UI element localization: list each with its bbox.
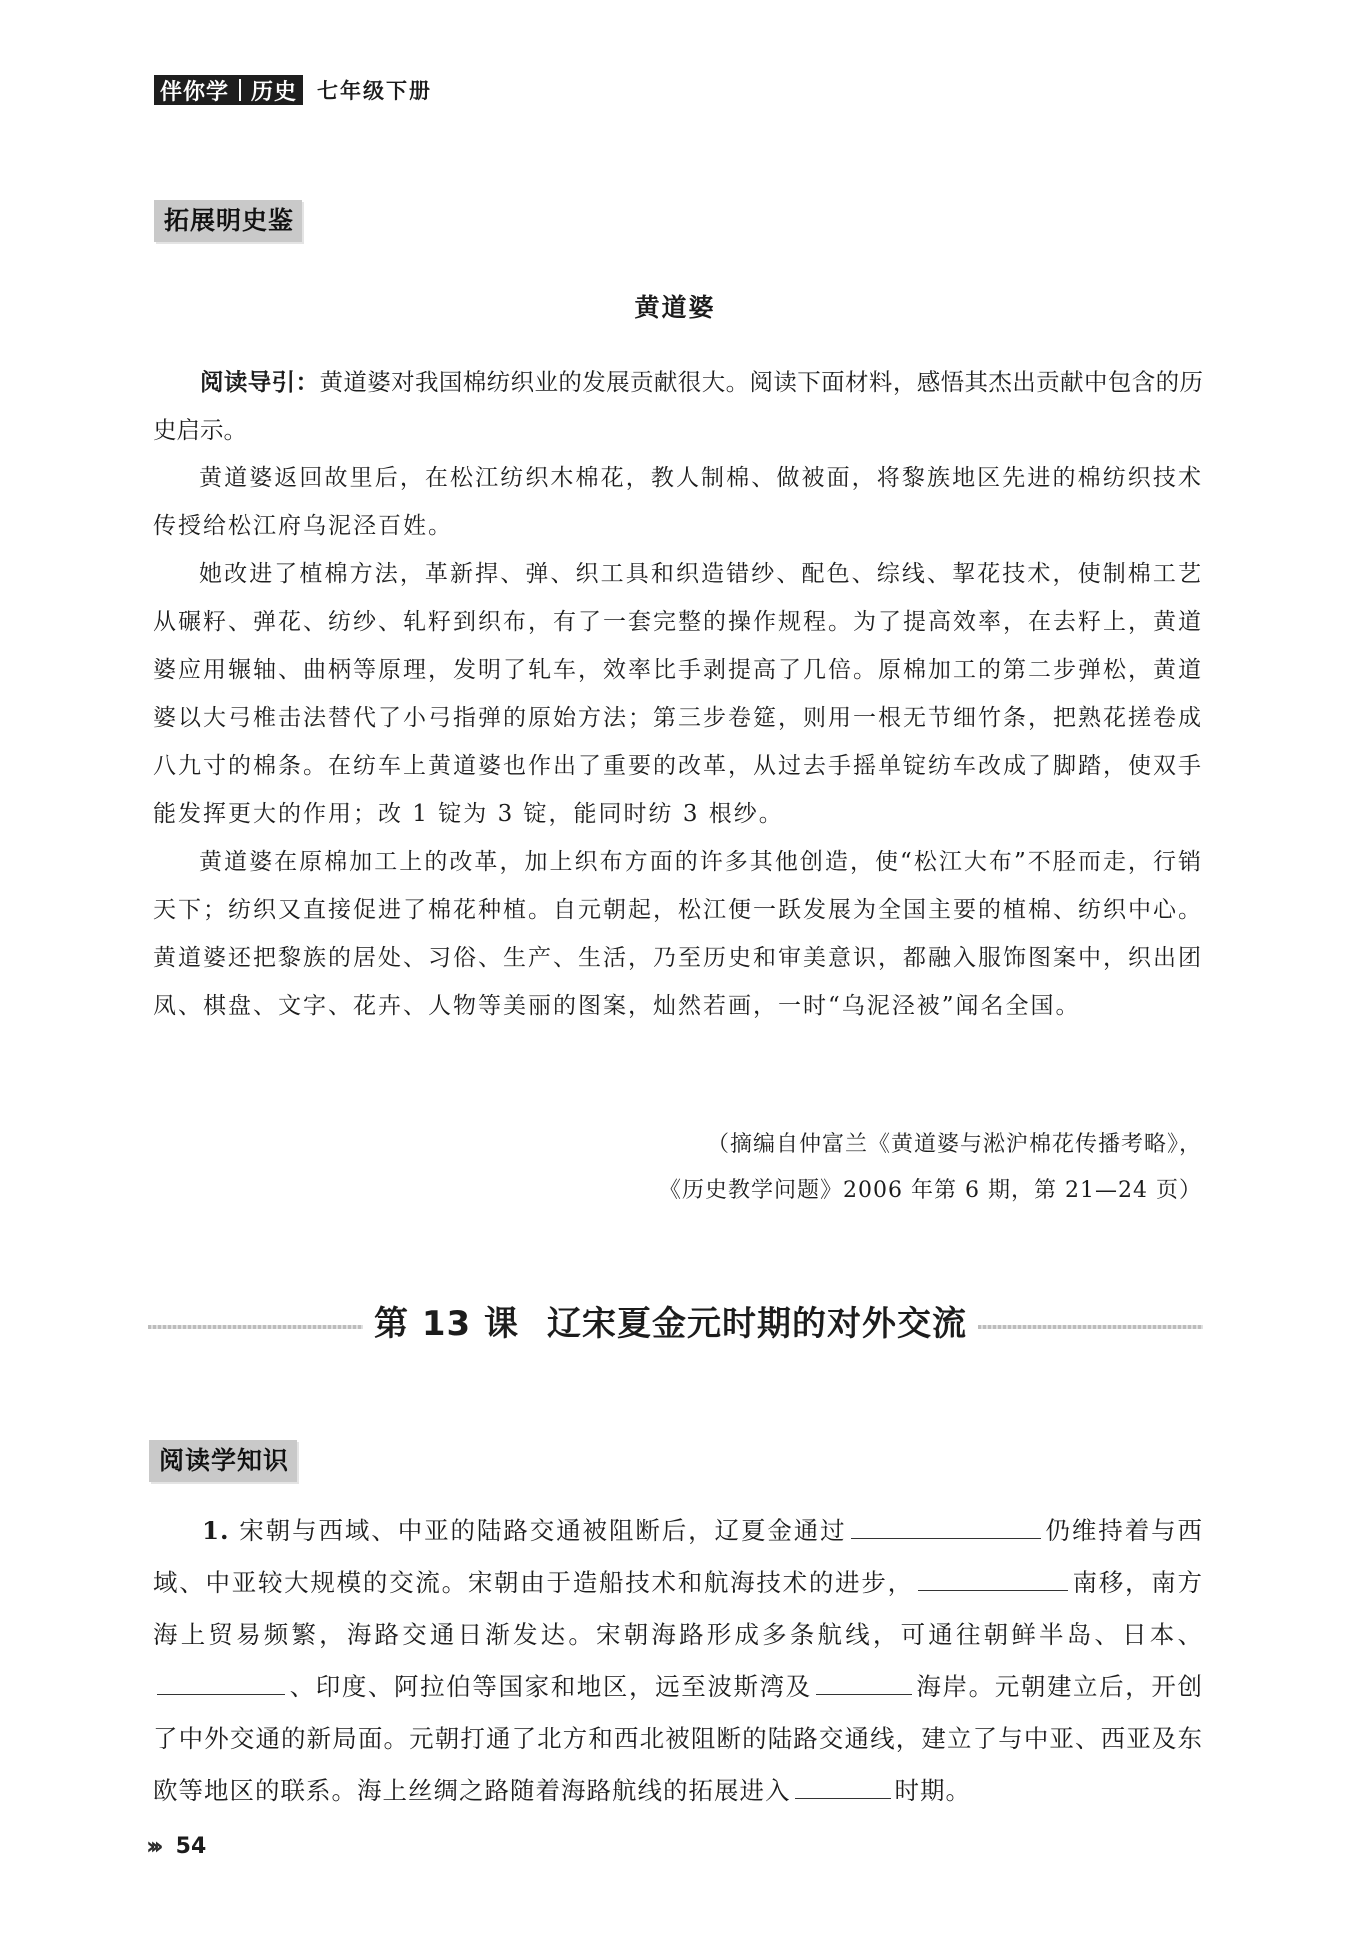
heading-rule-right (978, 1325, 1203, 1329)
passage-paragraph: 她改进了植棉方法，革新捍、弹、织工具和织造错纱、配色、综线、挈花技术，使制棉工艺从碾籽、弹花、纺纱、轧籽到织布，有了一套完整的操作规程。为了提高效率，在去籽上，黄道婆应用辗轴、曲柄等原理，发明了轧车，效率比手剥提高了几倍。原棉加工的第二步弹松，黄道婆以大弓椎击法替代了小弓指弹的原始方法；第三步卷筵，则用一根无节细竹条，把熟花搓卷成八九寸的棉条。在纺车上黄道婆也作出了重要的改革，从过去手摇单锭纺车改成了脚踏，使双手能发挥更大的作用；改 1 锭为 3 锭，能同时纺 3 根纱。 (153, 561, 1203, 827)
lesson-title (363, 1294, 978, 1354)
chevron-arrows-icon: ››› (146, 1832, 158, 1860)
answer-blank[interactable] (851, 1510, 1041, 1539)
section-tag-reading: 阅读学知识 (149, 1440, 297, 1482)
section-tag-extension: 拓展明史鉴 (154, 200, 302, 242)
question-number: 1. (202, 1516, 230, 1545)
passage-paragraph: 黄道婆在原棉加工上的改革，加上织布方面的许多其他创造，使“松江大布”不胫而走，行销天下；纺织又直接促进了棉花种植。自元朝起，松江便一跃发展为全国主要的植棉、纺织中心。黄道婆还把黎族的居处、习俗、生产、生活，乃至历史和审美意识，都融入服饰图案中，织出团凤、棋盘、文字、花卉、人物等美丽的图案，灿然若画，一时“乌泥泾被”闻名全国。 (153, 849, 1203, 1019)
page-number: 54 (175, 1833, 207, 1859)
lesson-name: 辽宋夏金元时期的对外交流 (547, 1304, 967, 1344)
question-text: 宋朝与西域、中亚的陆路交通被阻断后，辽夏金通过 (239, 1516, 847, 1545)
question-text: 海岸。元朝建立后，开创了中外交通的新局面。元朝打通了北方和西北被阻断的陆路交通线，建立了与中亚、西亚及东欧等地区的联系。海上丝绸之路随着海路航线的拓展进入 (153, 1672, 1203, 1805)
reading-guide (153, 358, 1203, 454)
source-citation-line: 《历史教学问题》2006 年第 6 期，第 21—24 页） (659, 1178, 1202, 1203)
reading-guide-text: 黄道婆对我国棉纺织业的发展贡献很大。阅读下面材料，感悟其杰出贡献中包含的历史启示。 (153, 368, 1204, 444)
answer-blank[interactable] (816, 1666, 912, 1695)
page-footer (146, 1832, 206, 1860)
subject-name: 历史 (251, 79, 298, 105)
answer-blank[interactable] (795, 1770, 891, 1799)
grade-label: 七年级下册 (317, 78, 433, 103)
answer-blank[interactable] (918, 1562, 1068, 1591)
reading-passage (153, 454, 1203, 1030)
question-text: 、印度、阿拉伯等国家和地区，远至波斯湾及 (289, 1672, 812, 1701)
article-title: 黄道婆 (634, 293, 716, 322)
question-text: 南移，南方海上贸易频繁，海路交通日渐发达。宋朝海路形成多条航线，可通往朝鲜半岛、日本、 (153, 1568, 1204, 1649)
question-text: 仍维持着与西域、中亚较大规模的交流。宋朝由于造船技术和航海技术的进步， (153, 1516, 1204, 1597)
running-header (154, 74, 432, 106)
question-text: 时期。 (894, 1776, 971, 1805)
lesson-heading (148, 1294, 1203, 1354)
fill-in-question (153, 1505, 1203, 1817)
series-name: 伴你学 (160, 79, 230, 105)
book-series-badge (154, 75, 303, 105)
answer-blank[interactable] (157, 1666, 285, 1695)
reading-guide-label: 阅读导引： (200, 368, 320, 396)
heading-rule-left (148, 1325, 363, 1329)
lesson-number: 第 13 课 (374, 1304, 519, 1344)
header-divider (239, 79, 241, 101)
passage-paragraph: 黄道婆返回故里后，在松江纺织木棉花，教人制棉、做被面，将黎族地区先进的棉纺织技术传授给松江府乌泥泾百姓。 (153, 465, 1203, 539)
source-citation-line: （摘编自仲富兰《黄道婆与淞沪棉花传播考略》， (706, 1132, 1202, 1157)
